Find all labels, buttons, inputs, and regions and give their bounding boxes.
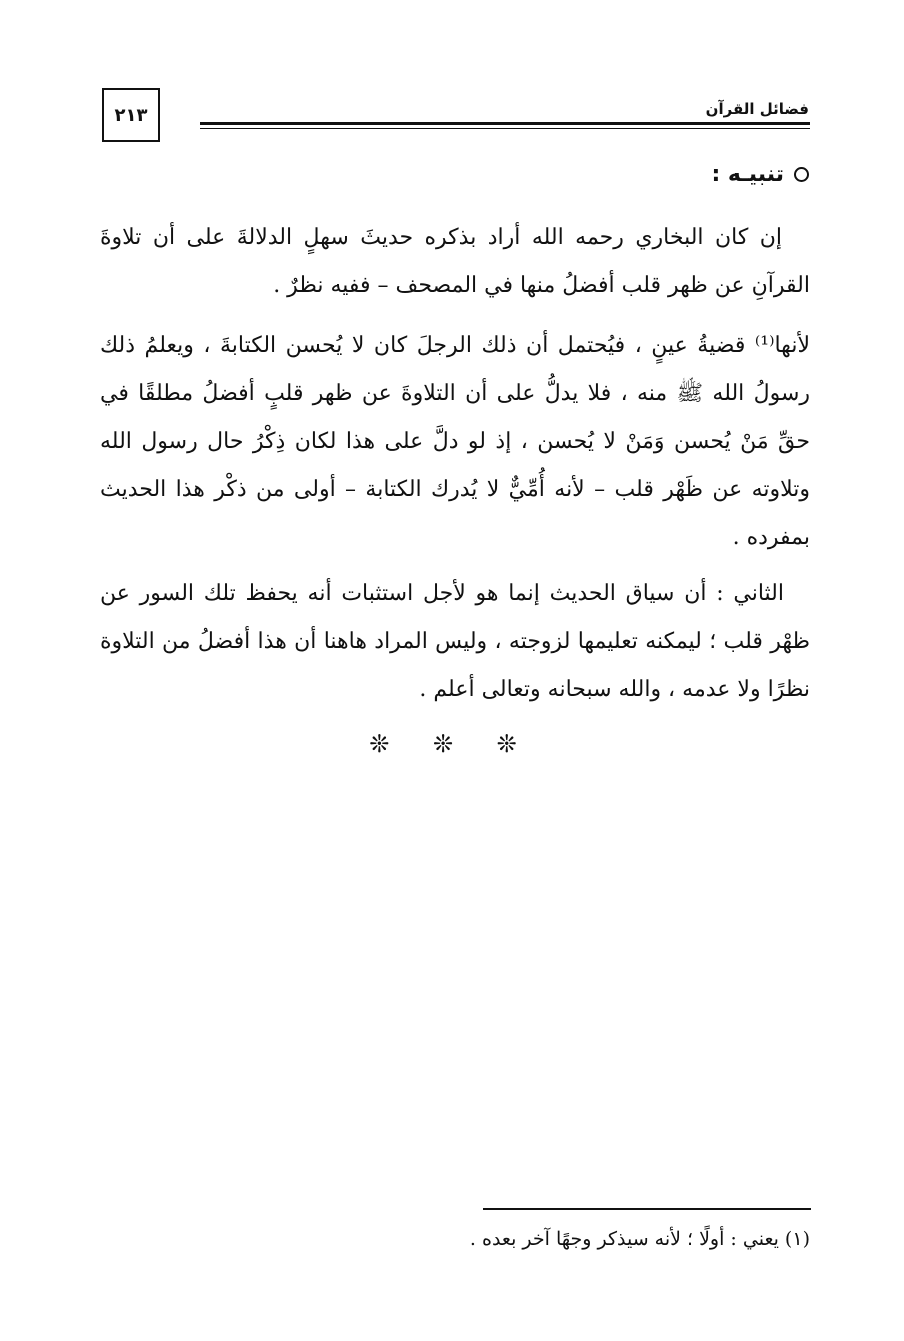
footnote-rule <box>483 1208 811 1210</box>
section-heading-text: تنبيـه : <box>711 162 784 187</box>
paragraph-1: إن كان البخاري رحمه الله أراد بذكره حديثَ سهلٍ الدلالةَ على أن تلاوةَ القرآنِ عن ظهر قلب أفضلُ منها في المصحف – ففيه نظرٌ . <box>100 225 810 298</box>
header-rule-thin <box>200 128 810 129</box>
circle-bullet-icon <box>794 167 809 182</box>
header-rule-thick <box>200 122 810 125</box>
page-number: ٢١٣ <box>102 88 160 142</box>
paragraph-3: الثاني : أن سياق الحديث إنما هو لأجل استثبات أنه يحفظ تلك السور عن ظهْر قلب ؛ ليمكنه تعليمها لزوجته ، وليس المراد هاهنا أن هذا أفضلُ من التلاوة نظرًا ولا عدمه ، والله سبحانه وتعالى أعلم . <box>100 581 810 702</box>
footnote: (١) يعني : أولًا ؛ لأنه سيذكر وجهًا آخر بعده . <box>469 1228 810 1250</box>
section-separator: ❊ ❊ ❊ <box>369 730 535 758</box>
paragraph-2: لأنها⁽¹⁾ قضيةُ عينٍ ، فيُحتمل أن ذلك الرجلَ كان لا يُحسن الكتابةَ ، ويعلمُ ذلك رسولُ الله ﷺ منه ، فلا يدلُّ على أن التلاوةَ عن ظهر قلبٍ أفضلُ مطلقًا في حقِّ مَنْ يُحسن وَمَنْ لا يُحسن ، إذ لو دلَّ على هذا لكان ذِكْرُ حال رسول الله وتلاوته عن ظَهْر قلب – لأنه أُمِّيٌّ لا يُدرك الكتابة – أولى من ذكْر هذا الحديث بمفرده . <box>100 333 810 550</box>
section-heading <box>711 162 809 187</box>
running-title: فضائل القرآن <box>705 100 809 118</box>
